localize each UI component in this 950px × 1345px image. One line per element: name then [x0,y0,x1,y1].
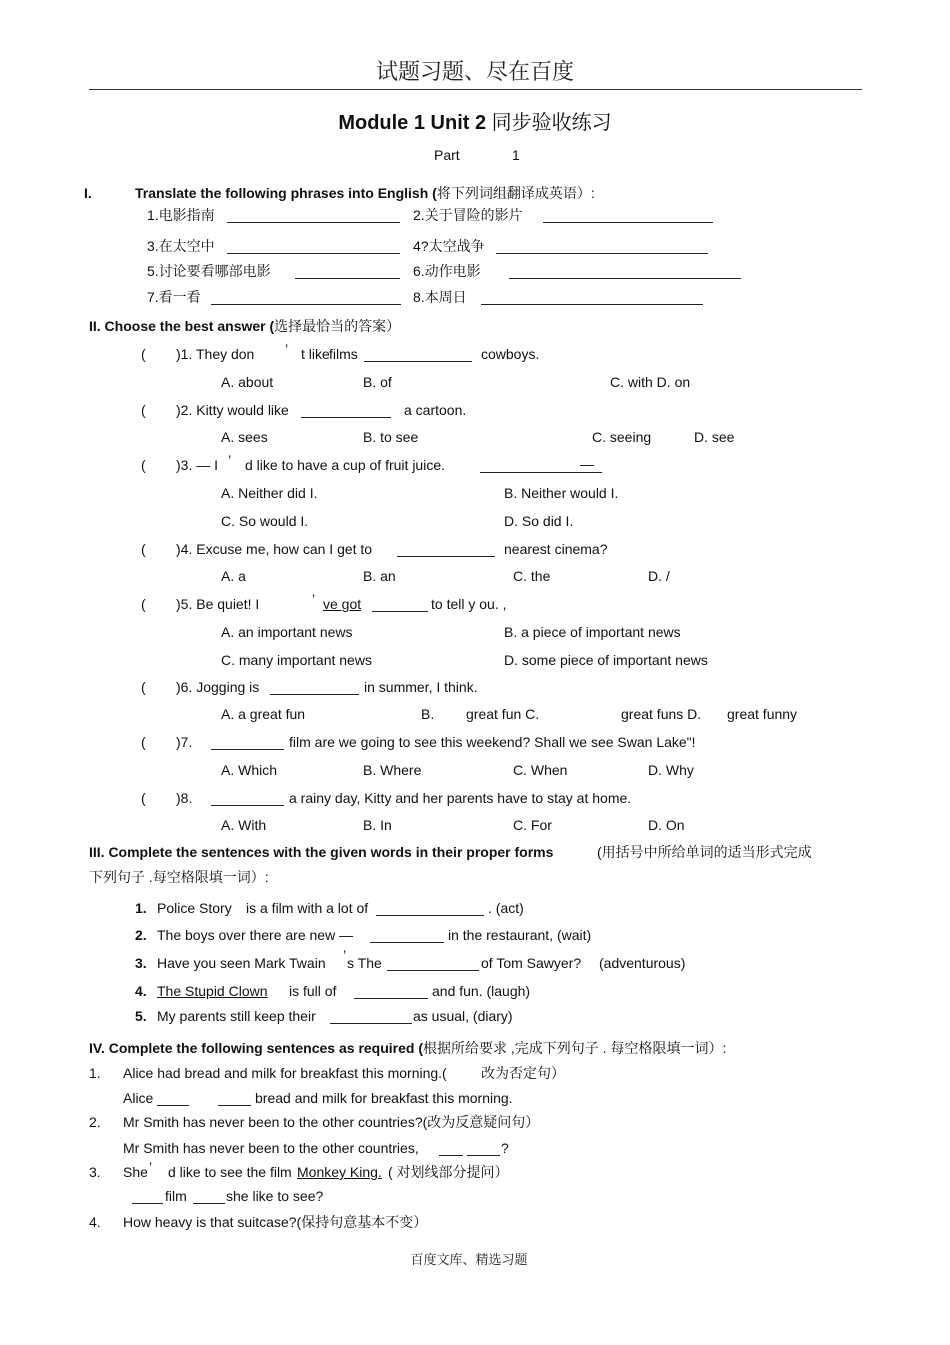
s1-heading-cn: 将下列词组翻译成英语）: [436,185,595,201]
s2-heading-en: II. Choose the best answer ( [89,318,275,334]
s4-blank-1a[interactable] [157,1091,189,1106]
s4-item-3-num: 3. [89,1164,101,1180]
q7-stem: )7. [176,734,193,750]
q8-option-d[interactable]: D. On [648,817,685,833]
s4-blank-2b[interactable] [467,1141,500,1156]
q2-stem-2: a cartoon. [404,402,467,418]
q1-films: films [329,346,358,362]
s3-item-3-num: 3. [135,955,147,971]
q5-paren: ( [141,596,146,612]
s3-item-1-num: 1. [135,900,147,916]
s1-heading-en: Translate the following phrases into English ( [135,185,437,201]
title-cn: 同步验收练习 [491,112,612,134]
q3-stem-2: d like to have a cup of fruit juice. [245,457,445,473]
s3-item-5-num: 5. [135,1008,147,1024]
s3-blank-5[interactable] [330,1009,412,1024]
s1-item-7: 7.看一看 [147,289,201,305]
q7-stem-2: film are we going to see this weekend? Shall we see Swan Lake"! [289,734,696,750]
s1-number: I. [84,185,92,201]
s4-blank-2a[interactable] [439,1141,463,1156]
s4-item-4-num: 4. [89,1214,101,1230]
q5-option-d[interactable]: D. some piece of important news [504,652,708,668]
part-number: 1 [512,147,520,163]
s4-item-1-text: Alice had bread and milk for breakfast this morning.( [123,1065,447,1081]
q3-option-b[interactable]: B. Neither would I. [504,485,619,501]
s3-item-4-b: is full of [289,983,337,999]
s4-item-1-note: 改为否定句） [481,1065,565,1081]
q2-paren: ( [141,402,146,418]
s1-blank-2[interactable] [543,208,713,223]
s3-item-2-b: in the restaurant, (wait) [448,927,592,943]
s4-heading [89,1039,726,1057]
s3-blank-1[interactable] [376,901,484,916]
s4-item-3-text: She [123,1164,148,1180]
q5-blank[interactable] [372,597,428,612]
s3-item-1-a: Police Story [157,900,232,916]
s3-item-5-a: My parents still keep their [157,1008,316,1024]
page-title [0,106,950,135]
q1-paren: ( [141,346,146,362]
s3-item-3-d: (adventurous) [599,955,686,971]
q1-apostrophe: ’ [285,341,289,357]
s3-item-4-a: The Stupid Clown [157,983,268,999]
s3-blank-3[interactable] [387,956,479,971]
q5-apostrophe: ’ [312,591,316,607]
q1-option-cd[interactable]: C. with D. on [610,374,691,390]
q4-blank[interactable] [397,542,495,557]
q6-option-a[interactable]: A. a great fun [221,706,306,722]
q5-option-b[interactable]: B. a piece of important news [504,624,681,640]
q6-blank[interactable] [270,680,359,695]
s1-item-8: 8.本周日 [413,289,467,305]
q8-stem-2: a rainy day, Kitty and her parents have to stay at home. [289,790,632,806]
q4-paren: ( [141,541,146,557]
s4-item-1-line2-b: bread and milk for breakfast this morning. [255,1090,513,1106]
s4-blank-3a[interactable] [132,1189,163,1204]
q5-stem-2: ve got [323,596,362,612]
q1-option-a[interactable]: A. about [221,374,274,390]
s1-blank-7[interactable] [211,290,401,305]
s1-item-2: 2.关于冒险的影片 [413,207,523,223]
s1-blank-8[interactable] [481,290,703,305]
q8-option-b[interactable]: B. In [363,817,392,833]
q6-option-cd[interactable]: great funs D. [621,706,702,722]
part-label: Part [434,147,460,163]
s2-heading [89,317,400,335]
s1-item-3: 3.在太空中 [147,238,215,254]
q4-option-c[interactable]: C. the [513,568,551,584]
q7-option-a[interactable]: A. Which [221,762,278,778]
q1-option-b[interactable]: B. of [363,374,392,390]
s4-item-1-line2-a: Alice [123,1090,154,1106]
q3-option-d[interactable]: D. So did I. [504,513,574,529]
s1-blank-5[interactable] [295,264,400,279]
q4-stem: )4. Excuse me, how can I get to [176,541,373,557]
s4-item-1-num: 1. [89,1065,101,1081]
title-en: Module 1 Unit 2 [338,112,487,134]
page-banner: 试题习题、尽在百度 [375,60,574,85]
s1-blank-4[interactable] [496,239,708,254]
s3-blank-4[interactable] [354,984,428,999]
q8-option-a[interactable]: A. With [221,817,267,833]
q4-option-b[interactable]: B. an [363,568,396,584]
s4-blank-1b[interactable] [218,1091,251,1106]
q5-stem: )5. Be quiet! I [176,596,260,612]
q2-option-b[interactable]: B. to see [363,429,419,445]
s1-item-5: 5.讨论要看哪部电影 [147,263,271,279]
q1-stem: )1. They don [176,346,255,362]
s3-item-3-b: s The [347,955,382,971]
q6-option-bc[interactable]: great fun C. [466,706,540,722]
s4-item-3-apostrophe: ’ [149,1159,153,1175]
s2-heading-cn: 选择最恰当的答案） [274,318,401,334]
s1-blank-6[interactable] [509,264,741,279]
q7-paren: ( [141,734,146,750]
s4-item-3-text-2: d like to see the film [168,1164,292,1180]
q3-apostrophe: ’ [228,452,232,468]
q8-paren: ( [141,790,146,806]
s4-item-3-film: Monkey King. [297,1164,382,1180]
s3-item-4-num: 4. [135,983,147,999]
s4-item-2-text: Mr Smith has never been to the other countries?(改为反意疑问句） [123,1114,540,1130]
q3-paren: ( [141,457,146,473]
q2-option-c[interactable]: C. seeing [592,429,652,445]
page-footer: 百度文库、精选习题 [410,1252,528,1267]
s4-heading-cn: 根据所给要求 ,完成下列句子 . 每空格限填一词）: [423,1040,727,1056]
s3-item-5-c: as usual, (diary) [413,1008,513,1024]
q6-option-b[interactable]: B. [421,706,435,722]
q4-option-d[interactable]: D. / [648,568,670,584]
q2-option-a[interactable]: A. sees [221,429,268,445]
s3-item-1-c: . (act) [488,900,524,916]
s1-blank-1[interactable] [227,208,400,223]
q5-stem-3: to tell y ou. , [431,596,507,612]
s1-item-4: 4?太空战争 [413,238,485,254]
s3-blank-2[interactable] [370,928,444,943]
q2-stem: )2. Kitty would like [176,402,289,418]
q3-stem: )3. — I [176,457,219,473]
s1-blank-3[interactable] [227,239,400,254]
s4-item-2-line2-a: Mr Smith has never been to the other countries, [123,1140,419,1156]
q1-stem-3: cowboys. [481,346,540,362]
q2-option-d[interactable]: D. see [694,429,735,445]
q7-blank[interactable] [211,735,284,750]
q3-option-a[interactable]: A. Neither did I. [221,485,318,501]
s3-item-3-a: Have you seen Mark Twain [157,955,326,971]
q6-option-d[interactable]: great funny [727,706,798,722]
q4-stem-2: nearest cinema? [504,541,608,557]
s3-heading: III. Complete the sentences with the given words in their proper forms [89,844,554,860]
q8-option-c[interactable]: C. For [513,817,552,833]
s3-item-1-b: is a film with a lot of [246,900,369,916]
q4-option-a[interactable]: A. a [221,568,246,584]
s1-item-1: 1.电影指南 [147,207,215,223]
s4-blank-3b[interactable] [193,1189,225,1204]
q6-stem-2: in summer, I think. [364,679,478,695]
q7-option-b[interactable]: B. Where [363,762,422,778]
s3-item-2-num: 2. [135,927,147,943]
s4-item-3-line2-a: film [165,1188,187,1204]
header-rule [89,89,862,90]
s4-item-2-num: 2. [89,1114,101,1130]
s3-heading-cn-2: 下列句子 .每空格限填一词）: [89,869,269,885]
q1-blank[interactable] [364,347,472,362]
q7-option-d[interactable]: D. Why [648,762,694,778]
s4-item-3-line2-b: she like to see? [226,1188,324,1204]
q3-option-c[interactable]: C. So would I. [221,513,309,529]
s3-item-2-a: The boys over there are new — [157,927,354,943]
s4-heading-en: IV. Complete the following sentences as required ( [89,1040,424,1056]
q8-stem: )8. [176,790,193,806]
q8-blank[interactable] [211,791,284,806]
s4-item-4-text: How heavy is that suitcase?(保持句意基本不变） [123,1214,428,1230]
q5-option-a[interactable]: A. an important news [221,624,353,640]
q2-blank[interactable] [301,403,391,418]
s3-item-4-c: and fun. (laugh) [432,983,531,999]
q5-option-c[interactable]: C. many important news [221,652,372,668]
s3-item-3-apostrophe: ’ [343,947,347,963]
q7-option-c[interactable]: C. When [513,762,568,778]
q3-dash: — [580,456,594,472]
s3-heading-cn: (用括号中所给单词的适当形式完成 [597,844,812,860]
q6-stem: )6. Jogging is [176,679,260,695]
s4-item-2-line2-b: ? [501,1140,509,1156]
s4-item-3-note: ( 对划线部分提问） [388,1164,509,1180]
s1-item-6: 6.动作电影 [413,263,481,279]
s1-heading [135,184,595,202]
q6-paren: ( [141,679,146,695]
s3-item-3-c: of Tom Sawyer? [481,955,582,971]
q1-stem-2: t like [301,346,330,362]
